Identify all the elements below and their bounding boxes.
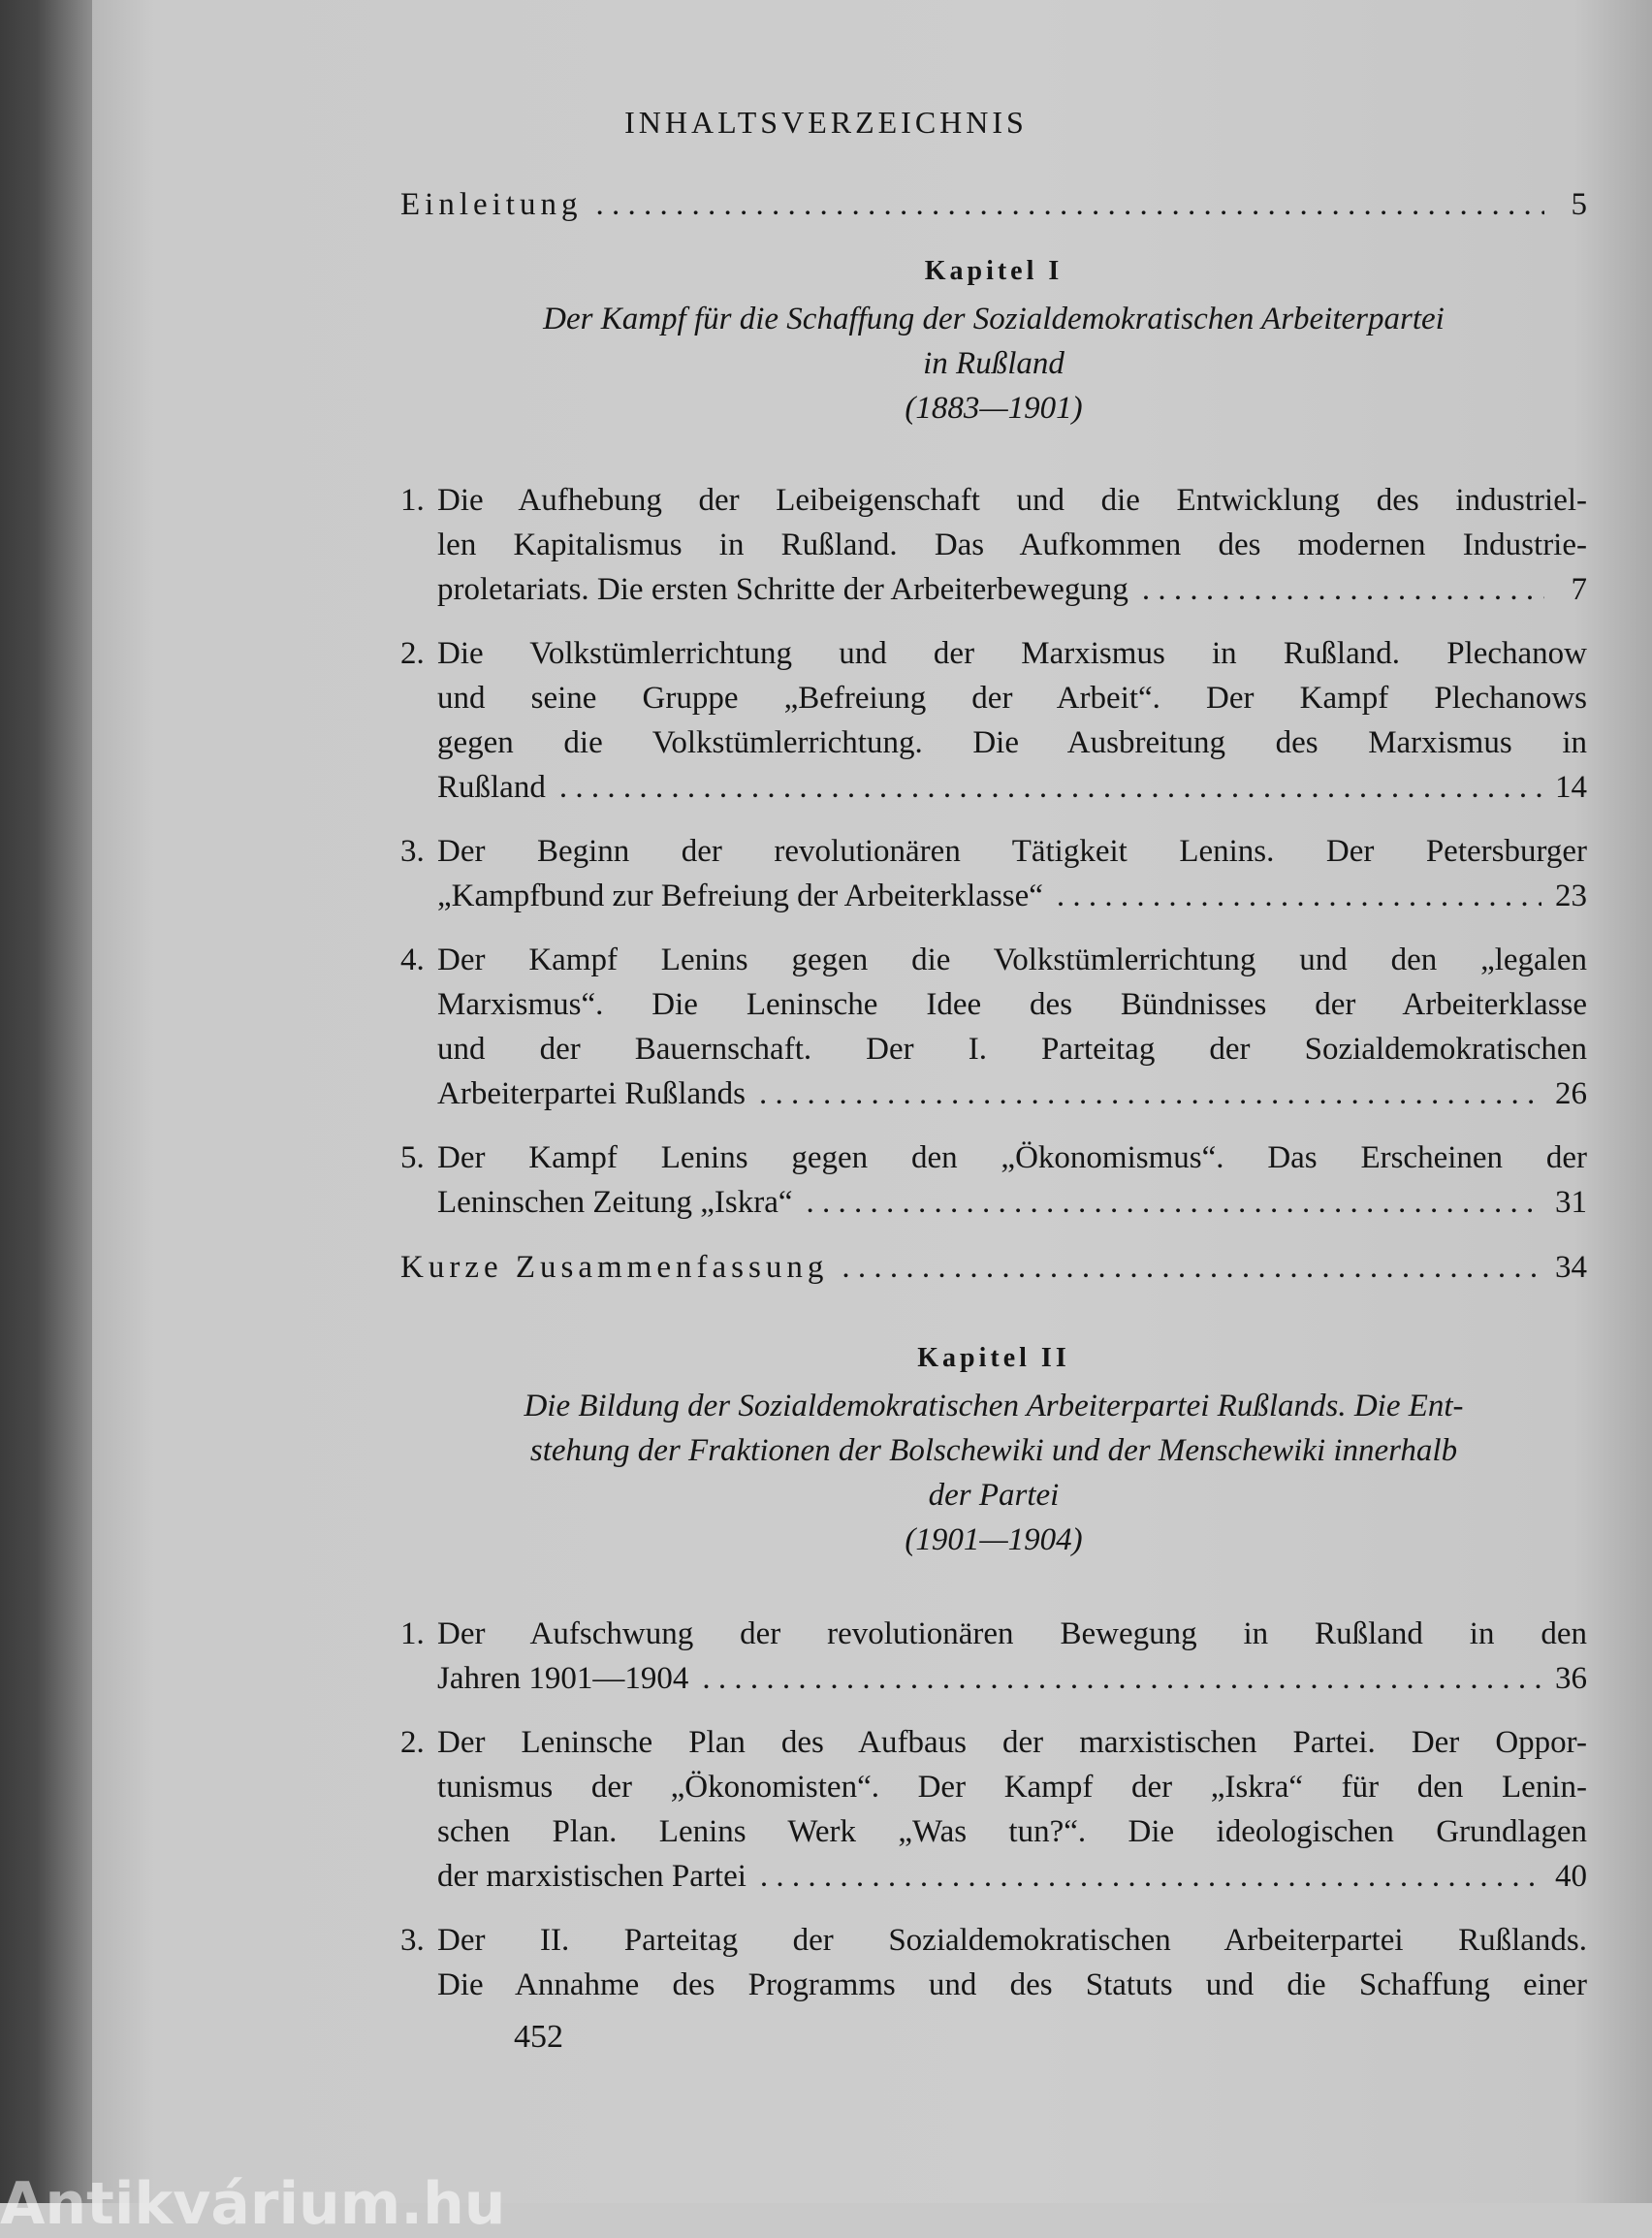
dot-leader [595,182,1544,227]
page-title: INHALTSVERZEICHNIS [624,105,1028,140]
section-number: 2. [400,636,425,671]
section-body [437,1720,1587,1899]
section-text-line: und seine Gruppe „Befreiung der Arbeit“. Der Kampf Plechanows [437,681,1587,716]
watermark: Antikvárium.hu [0,2170,506,2238]
entry-text: proletariats. Die ersten Schritte der Arbeiterbewegung [437,572,1128,607]
section-body [437,938,1587,1116]
dot-leader [1057,874,1541,918]
section-number: 2. [400,1725,425,1760]
section-text-line: Die Volkstümlerrichtung und der Marxismus in Rußland. Plechanow [437,636,1587,671]
toc-section-entry[interactable] [400,631,1587,810]
dot-leader [559,765,1541,810]
entry-page: 14 [1555,770,1587,805]
entry-page: 36 [1555,1661,1587,1696]
chapter-title-line: Die Bildung der Sozialdemokratischen Arbeiterpartei Rußlands. Die Ent- [524,1389,1464,1423]
page-number: 452 [514,2019,563,2055]
toc-entry-einleitung[interactable] [400,182,1587,227]
toc-entry-summary[interactable] [400,1245,1587,1290]
table-of-contents [400,182,1587,2007]
toc-leader-line [437,874,1587,918]
section-body [437,631,1587,810]
chapter-title-line: (1901—1904) [905,1522,1083,1557]
entry-page: 31 [1555,1185,1587,1220]
section-text-line: Der Beginn der revolutionären Tätigkeit Lenins. Der Petersburger [437,834,1587,869]
entry-page: 26 [1555,1076,1587,1111]
toc-section-entry[interactable] [400,1918,1587,2007]
chapter-heading [400,254,1587,431]
section-number: 4. [400,943,425,977]
toc-leader-line [437,1071,1587,1116]
entry-text: Jahren 1901—1904 [437,1661,689,1696]
toc-leader-line [400,182,1587,227]
toc-leader-line [437,567,1587,612]
section-number: 5. [400,1140,425,1175]
toc-section-entry[interactable] [400,478,1587,612]
dot-leader [702,1656,1541,1701]
dot-leader [807,1180,1541,1225]
entry-text: Einleitung [400,187,583,222]
toc-section-entry[interactable] [400,1135,1587,1225]
entry-text: „Kampfbund zur Befreiung der Arbeiterklasse“ [437,879,1043,913]
section-text-line: Der Kampf Lenins gegen den „Ökonomismus“. Das Erscheinen der [437,1140,1587,1175]
entry-page: 23 [1555,879,1587,913]
section-text-line: und der Bauernschaft. Der I. Parteitag der Sozialdemokratischen [437,1032,1587,1067]
toc-leader-line [400,1245,1587,1290]
chapter-title-line: Der Kampf für die Schaffung der Sozialdemokratischen Arbeiterpartei [543,302,1445,336]
entry-text: Kurze Zusammenfassung [400,1250,829,1285]
entry-page: 34 [1555,1250,1587,1285]
dot-leader [842,1245,1541,1290]
dot-leader [1142,567,1544,612]
dot-leader [760,1854,1541,1899]
entry-page: 7 [1571,572,1587,607]
section-number: 3. [400,834,425,869]
entry-page: 40 [1555,1859,1587,1894]
section-number: 1. [400,483,425,518]
section-text-line: Marxismus“. Die Leninsche Idee des Bündnisses der Arbeiterklasse [437,987,1587,1022]
dot-leader [759,1071,1541,1116]
section-body [437,1135,1587,1225]
section-body [437,1612,1587,1701]
chapter-title-line: (1883—1901) [905,391,1083,426]
chapter-title-line: in Rußland [923,346,1064,381]
chapter-title-line: der Partei [928,1478,1060,1513]
toc-leader-line [437,1656,1587,1701]
chapter-title-line: stehung der Fraktionen der Bolschewiki und der Menschewiki innerhalb [529,1433,1458,1468]
chapter-label: Kapitel II [917,1343,1070,1373]
section-text-line: Der Leninsche Plan des Aufbaus der marxistischen Partei. Der Oppor- [437,1725,1587,1760]
chapter-heading [400,1341,1587,1562]
toc-leader-line [437,765,1587,810]
section-text-line: Die Annahme des Programms und des Statuts und die Schaffung einer [437,1967,1587,2002]
section-text-line: Die Aufhebung der Leibeigenschaft und die Entwicklung des industriel- [437,483,1587,518]
toc-leader-line [437,1180,1587,1225]
section-text-line: Der II. Parteitag der Sozialdemokratischen Arbeiterpartei Rußlands. [437,1923,1587,1958]
section-text-line: len Kapitalismus in Rußland. Das Aufkommen des modernen Industrie- [437,528,1587,562]
section-number: 3. [400,1923,425,1958]
chapter-label: Kapitel I [924,256,1064,286]
section-body [437,478,1587,612]
section-text-line: Der Kampf Lenins gegen die Volkstümlerrichtung und den „legalen [437,943,1587,977]
entry-page: 5 [1571,187,1587,222]
section-body [437,1918,1587,2007]
section-number: 1. [400,1616,425,1651]
toc-section-entry[interactable] [400,1612,1587,1701]
book-spine-shadow [0,0,92,2203]
section-text-line: Der Aufschwung der revolutionären Bewegung in Rußland in den [437,1616,1587,1651]
toc-section-entry[interactable] [400,938,1587,1116]
section-text-line: gegen die Volkstümlerrichtung. Die Ausbreitung des Marxismus in [437,725,1587,760]
section-text-line: tunismus der „Ökonomisten“. Der Kampf der „Iskra“ für den Lenin- [437,1770,1587,1805]
entry-text: Rußland [437,770,546,805]
entry-text: der marxistischen Partei [437,1859,747,1894]
section-text-line: schen Plan. Lenins Werk „Was tun?“. Die ideologischen Grundlagen [437,1814,1587,1849]
entry-text: Arbeiterpartei Rußlands [437,1076,746,1111]
toc-leader-line [437,1854,1587,1899]
toc-section-entry[interactable] [400,829,1587,918]
section-body [437,829,1587,918]
entry-text: Leninschen Zeitung „Iskra“ [437,1185,793,1220]
toc-section-entry[interactable] [400,1720,1587,1899]
